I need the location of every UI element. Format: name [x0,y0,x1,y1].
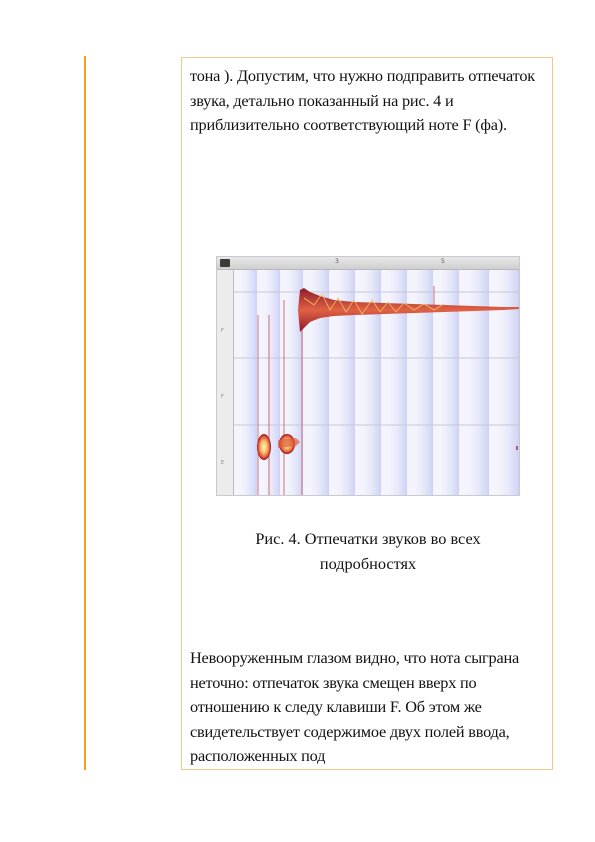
figure-waveform-plot [234,270,519,495]
figure-key-column [217,270,234,495]
key-label: F [221,394,224,400]
figure-ruler [217,257,519,270]
figure-sound-imprints [216,256,520,496]
paragraph-bottom: Невооруженным глазом видно, что нота сыграна неточно: отпечаток звука смещен вверх по отношению к следу клавиши F. Об этом же свидетельствует содержимое двух полей ввода, расположенных под [190,648,520,765]
figure-caption [182,527,554,576]
caption-line: подробностях [319,553,417,573]
ruler-label: 5 [441,258,445,265]
text-frame [181,57,553,770]
margin-line [84,56,86,770]
note-blob [257,434,271,460]
caption-line: Рис. 4. Отпечатки звуков во всех [255,529,481,548]
key-label: E [221,460,225,466]
key-label: F [221,328,224,334]
ruler-label: 3 [335,258,339,265]
figure-corner-icon [220,259,230,267]
paragraph-top: тона ). Допустим, что нужно подправить отпечаток звука, детально показанный на рис. 4 и приблизительно соответствующий ноте F (фа). [190,66,536,134]
